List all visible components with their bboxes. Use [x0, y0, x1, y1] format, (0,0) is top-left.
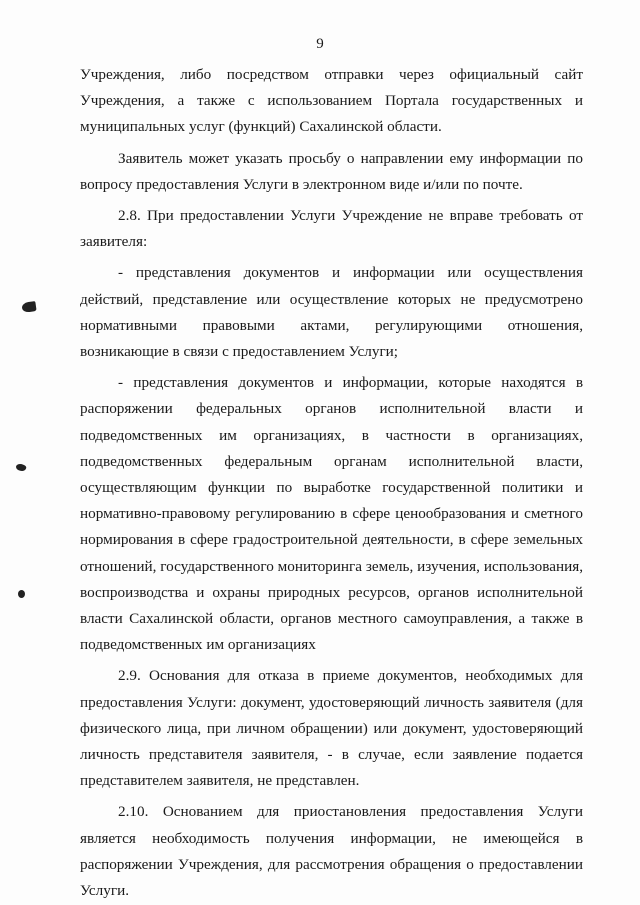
- scan-mark-ink-spot: [18, 590, 25, 598]
- paragraph-2-9: 2.9. Основания для отказа в приеме документов, необходимых для предоставления Услуги: документ, удостоверяющий личность заявителя (для физического лица, при личном обращении) или документ, удостоверяющий личность представителя заявителя, - в случае, если заявление подается представителем заявителя, не представлен.: [80, 667, 583, 790]
- paragraph-2-10: 2.10. Основанием для приостановления предоставления Услуги является необходимость получения информации, не имеющейся в распоряжении Учреждения, для рассмотрения обращения о предоставлении Услуги.: [80, 803, 583, 900]
- page-number: 9: [316, 36, 324, 52]
- document-body: [80, 62, 583, 904]
- scan-mark-ink-spot: [15, 462, 27, 472]
- scan-mark-ink-spot: [21, 301, 36, 313]
- paragraph-2-8: 2.8. При предоставлении Услуги Учреждение не вправе требовать от заявителя:: [80, 207, 583, 251]
- paragraph-continuation: Учреждения, либо посредством отправки через официальный сайт Учреждения, а также с использованием Портала государственных и муниципальных услуг (функций) Сахалинской области.: [80, 66, 583, 136]
- list-item-documents-actions: - представления документов и информации или осуществления действий, представление или осуществление которых не предусмотрено нормативными правовыми актами, регулирующими отношения, возникающие в связи с предоставлением Услуги;: [80, 264, 583, 361]
- list-item-documents-information: - представления документов и информации, которые находятся в распоряжении федеральных органов исполнительной власти и подведомственных им организациях, в частности в организациях, подведомственных федеральным органам исполнительной власти, осуществляющим функции по выработке государственной политики и нормативно-правовому регулированию в сфере ценообразования и сметного нормирования в сфере градостроительной деятельности, в сфере земельных отношений, государственного мониторинга земель, изучения, использования, воспроизводства и охраны природных ресурсов, органов исполнительной власти Сахалинской области, органов местного самоуправления, а также в подведомственных им организациях: [80, 374, 583, 654]
- paragraph-request-info: Заявитель может указать просьбу о направлении ему информации по вопросу предоставления Услуги в электронном виде и/или по почте.: [80, 149, 583, 193]
